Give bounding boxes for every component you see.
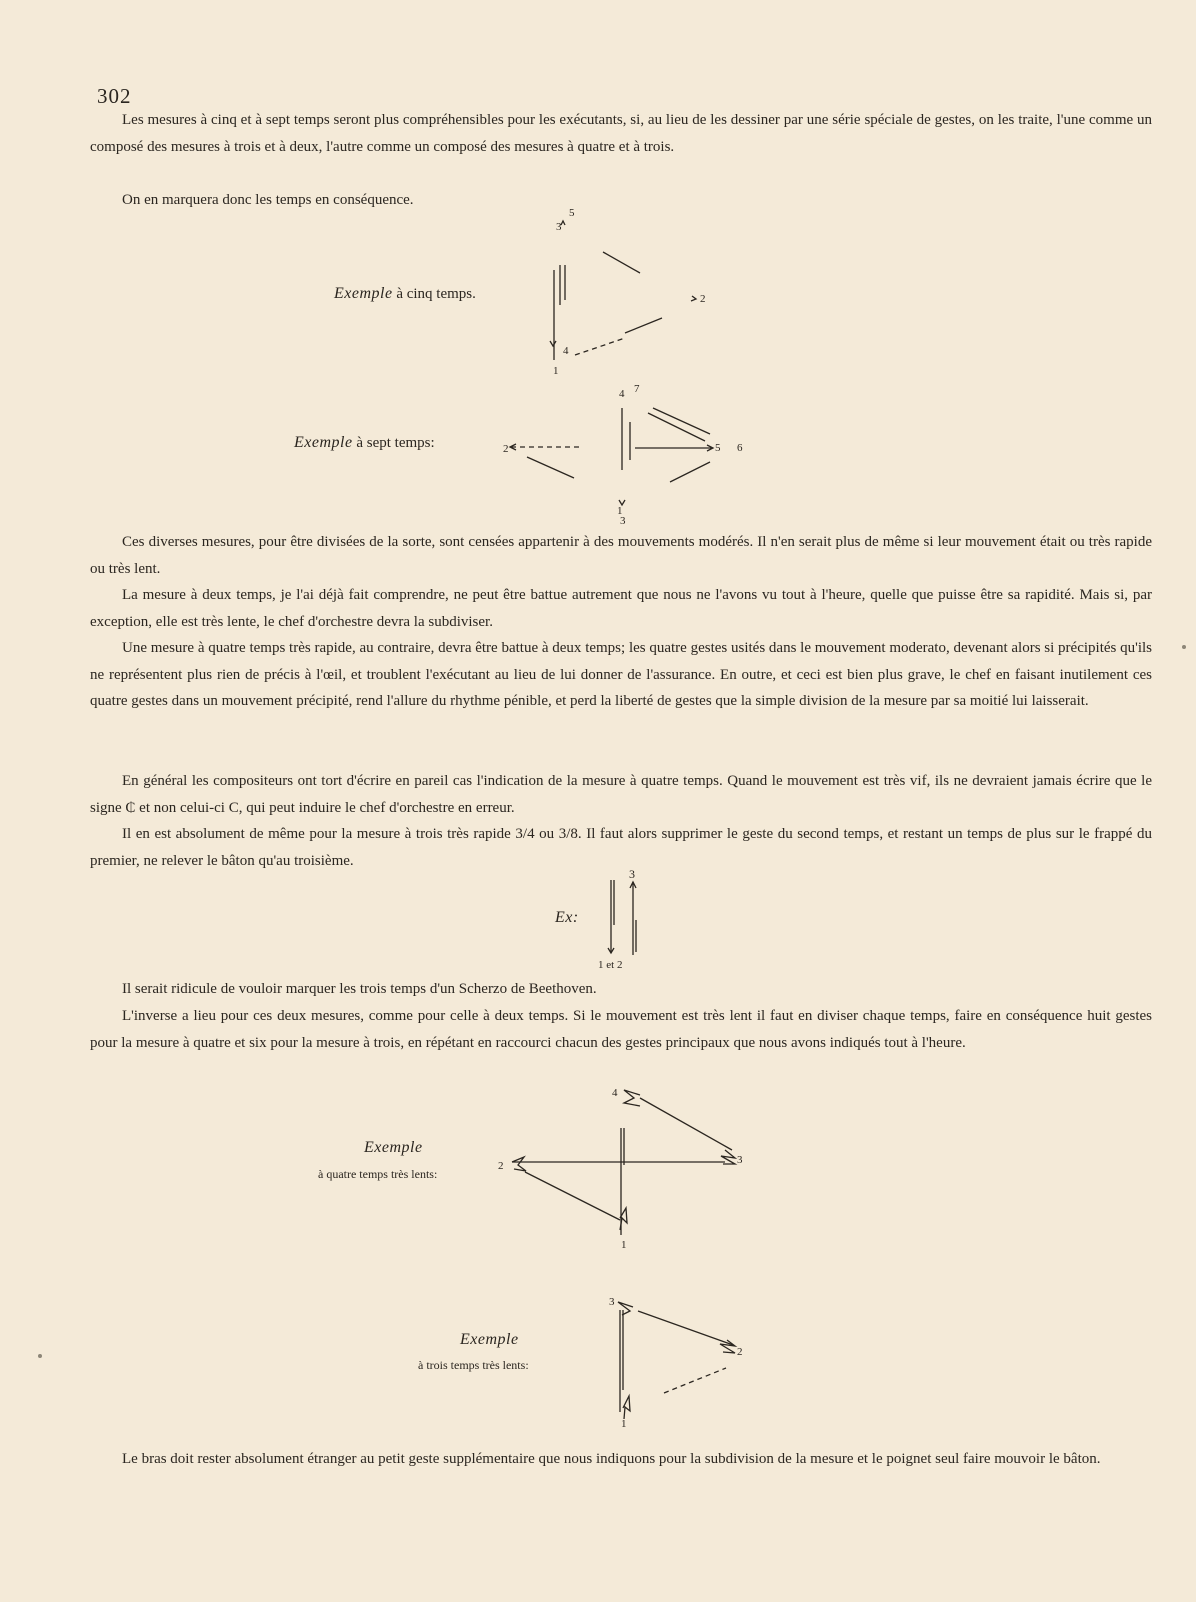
paper-speck bbox=[38, 1354, 42, 1358]
paragraph-6: En général les compositeurs ont tort d'écrire en pareil cas l'indication de la mesure à quatre temps. Quand le mouvement est très vif, ils ne devraient jamais écrire que le signe ₵ et non celui-ci C, qui peut induire le chef d'orchestre en erreur. bbox=[90, 773, 1152, 816]
example-fast-label: Ex: bbox=[555, 909, 579, 926]
example-four-slow-sub: à quatre temps très lents: bbox=[318, 1167, 438, 1181]
four-slow-beat-4: 4 bbox=[612, 1087, 618, 1099]
example-three-slow-label: Exemple bbox=[460, 1331, 519, 1348]
seven-beat-6: 6 bbox=[737, 442, 743, 454]
page-number: 302 bbox=[97, 84, 132, 108]
five-beat-3: 3 bbox=[556, 221, 562, 233]
paper-speck bbox=[1182, 645, 1186, 649]
three-slow-beat-1: 1 bbox=[621, 1418, 627, 1430]
fast-beat-3: 3 bbox=[629, 867, 635, 881]
paragraph-9: L'inverse a lieu pour ces deux mesures, comme pour celle à deux temps. Si le mouvement est très lent il faut en diviser chaque temps, faire en conséquence huit gestes pour la mesure à quatre et six pour la mesure à trois, en répétant en raccourci chacun des gestes principaux que nous avons indiqués tout à l'heure. bbox=[90, 1008, 1152, 1051]
paragraph-2: On en marquera donc les temps en conséquence. bbox=[122, 192, 414, 208]
four-slow-beat-2: 2 bbox=[498, 1160, 504, 1172]
paragraph-5: Une mesure à quatre temps très rapide, au contraire, devra être battue à deux temps; les quatre gestes usités dans le mouvement moderato, devenant alors si précipités qu'ils ne représentent plus rien de précis à l'œil, et troublent l'exécutant au lieu de lui donner de l'assurance. En outre, et ceci est bien plus grave, le chef en faisant inutilement ces quatre gestes dans un mouvement précipité, rend l'allure du rhythme pénible, et perd la liberté de gestes que la simple division de la mesure par sa moitié lui laisserait. bbox=[90, 640, 1152, 709]
example-four-slow-label: Exemple bbox=[364, 1139, 423, 1156]
paragraph-1: Les mesures à cinq et à sept temps seront plus compréhensibles pour les exécutants, si, au lieu de les dessiner par une série spéciale de gestes, on les traite, l'une comme un composé des mesures à trois et à deux, l'autre comme un composé des mesures à quatre et à trois. bbox=[90, 112, 1152, 155]
five-beat-2: 2 bbox=[700, 293, 706, 305]
seven-beat-7: 7 bbox=[634, 383, 640, 395]
five-beat-5: 5 bbox=[569, 207, 575, 219]
example-seven-label: Exemple à sept temps: bbox=[294, 434, 435, 451]
three-slow-beat-3: 3 bbox=[609, 1296, 615, 1308]
five-beat-4: 4 bbox=[563, 345, 569, 357]
paragraph-3: Ces diverses mesures, pour être divisées de la sorte, sont censées appartenir à des mouvements modérés. Il n'en serait plus de même si leur mouvement était ou très rapide ou très lent. bbox=[90, 534, 1152, 577]
seven-beat-5: 5 bbox=[715, 442, 721, 454]
example-three-slow-sub: à trois temps très lents: bbox=[418, 1358, 529, 1372]
seven-beat-4: 4 bbox=[619, 388, 625, 400]
example-five-label: Exemple à cinq temps. bbox=[334, 285, 476, 302]
five-beat-1: 1 bbox=[553, 365, 559, 377]
paragraph-7: Il en est absolument de même pour la mesure à trois très rapide 3/4 ou 3/8. Il faut alors supprimer le geste du second temps, et restant un temps de plus sur le frappé du premier, ne relever le bâton qu'au troisième. bbox=[90, 826, 1152, 869]
seven-beat-1: 1 bbox=[617, 505, 623, 517]
four-slow-beat-3: 3 bbox=[737, 1154, 743, 1166]
seven-beat-2: 2 bbox=[503, 443, 509, 455]
fast-beat-1: 1 et 2 bbox=[598, 959, 623, 971]
four-slow-beat-1: 1 bbox=[621, 1239, 627, 1251]
three-slow-beat-2: 2 bbox=[737, 1346, 743, 1358]
seven-beat-3: 3 bbox=[620, 515, 626, 527]
paragraph-4: La mesure à deux temps, je l'ai déjà fait comprendre, ne peut être battue autrement que nous ne l'avons vu tout à l'heure, quelle que puisse être sa rapidité. Mais si, par exception, elle est très lente, le chef d'orchestre devra la subdiviser. bbox=[90, 587, 1152, 630]
paragraph-10: Le bras doit rester absolument étranger au petit geste supplémentaire que nous indiquons pour la subdivision de la mesure et le poignet seul faire mouvoir le bâton. bbox=[122, 1451, 1101, 1467]
paragraph-8: Il serait ridicule de vouloir marquer les trois temps d'un Scherzo de Beethoven. bbox=[122, 981, 597, 997]
